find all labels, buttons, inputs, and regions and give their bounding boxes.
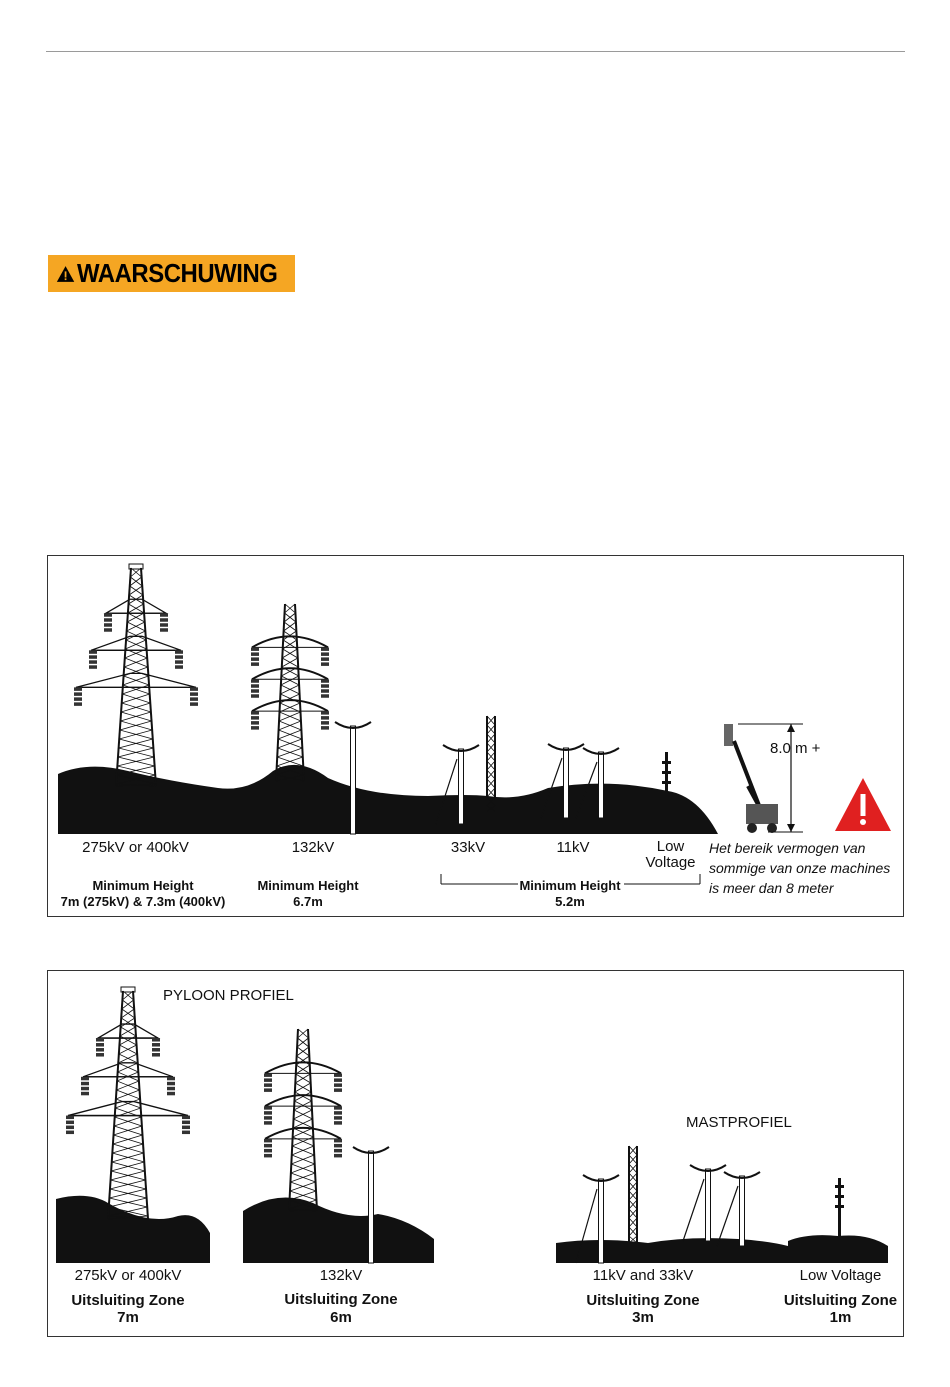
- zone-voltage: 275kV or 400kV: [74, 1267, 182, 1284]
- warning-triangle-icon: [56, 264, 75, 284]
- zone-label: Uitsluiting Zone: [586, 1292, 700, 1309]
- mast-33kv: [629, 1146, 637, 1243]
- min-height-panel: [47, 555, 904, 917]
- reach-note-line: sommige van onze machines: [709, 860, 891, 876]
- min-height-value: 6.7m: [293, 894, 323, 909]
- ground-silhouette: [556, 1238, 788, 1263]
- voltage-label: 275kV or 400kV: [82, 839, 189, 856]
- zone-voltage: 11kV and 33kV: [592, 1267, 694, 1284]
- reach-label: 8.0 m +: [770, 740, 821, 757]
- min-height-title: Minimum Height: [92, 878, 194, 893]
- pylon-275kv: [66, 987, 190, 1219]
- zone-distance: 7m: [117, 1309, 139, 1326]
- low-voltage-pole: [835, 1178, 844, 1236]
- reach-note-line: is meer dan 8 meter: [709, 880, 834, 896]
- header-rule: [46, 51, 905, 52]
- pylon-132kv: [264, 1029, 342, 1211]
- ground-silhouette: [243, 1198, 434, 1263]
- zone-distance: 3m: [632, 1309, 654, 1326]
- pylon-132kv: [251, 604, 329, 781]
- pylon-profile-title: PYLOON PROFIEL: [163, 987, 294, 1004]
- wood-pole: [683, 1165, 726, 1241]
- zone-label: Uitsluiting Zone: [71, 1292, 185, 1309]
- zone-distance: 1m: [829, 1309, 852, 1326]
- zone-voltage: 132kV: [319, 1267, 363, 1284]
- wood-pole: [717, 1172, 760, 1246]
- reach-note-line: Het bereik vermogen van: [709, 840, 866, 856]
- pylon-275kv: [74, 564, 198, 786]
- min-height-title: Minimum Height: [519, 878, 621, 893]
- mast-profile-title: MASTPROFIEL: [686, 1114, 792, 1131]
- ground-silhouette: [788, 1235, 888, 1263]
- voltage-label: Low: [656, 838, 685, 855]
- zone-distance: 6m: [330, 1309, 352, 1326]
- voltage-label: 132kV: [291, 839, 335, 856]
- min-height-title: Minimum Height: [257, 878, 359, 893]
- min-height-value: 7m (275kV) & 7.3m (400kV): [60, 894, 226, 909]
- voltage-label: 11kV: [556, 839, 590, 856]
- exclusion-zone-panel: [47, 970, 904, 1337]
- ground-silhouette: [58, 765, 718, 834]
- voltage-label: Voltage: [645, 854, 696, 871]
- danger-triangle-icon: [835, 778, 891, 831]
- ground-silhouette: [56, 1196, 210, 1263]
- zone-label: Uitsluiting Zone: [783, 1292, 898, 1309]
- warning-banner: [48, 255, 295, 292]
- warning-label: WAARSCHUWING: [77, 258, 278, 288]
- voltage-label: 33kV: [450, 839, 486, 856]
- zone-voltage: Low Voltage: [799, 1267, 882, 1284]
- zone-label: Uitsluiting Zone: [284, 1291, 398, 1308]
- min-height-value: 5.2m: [555, 894, 585, 909]
